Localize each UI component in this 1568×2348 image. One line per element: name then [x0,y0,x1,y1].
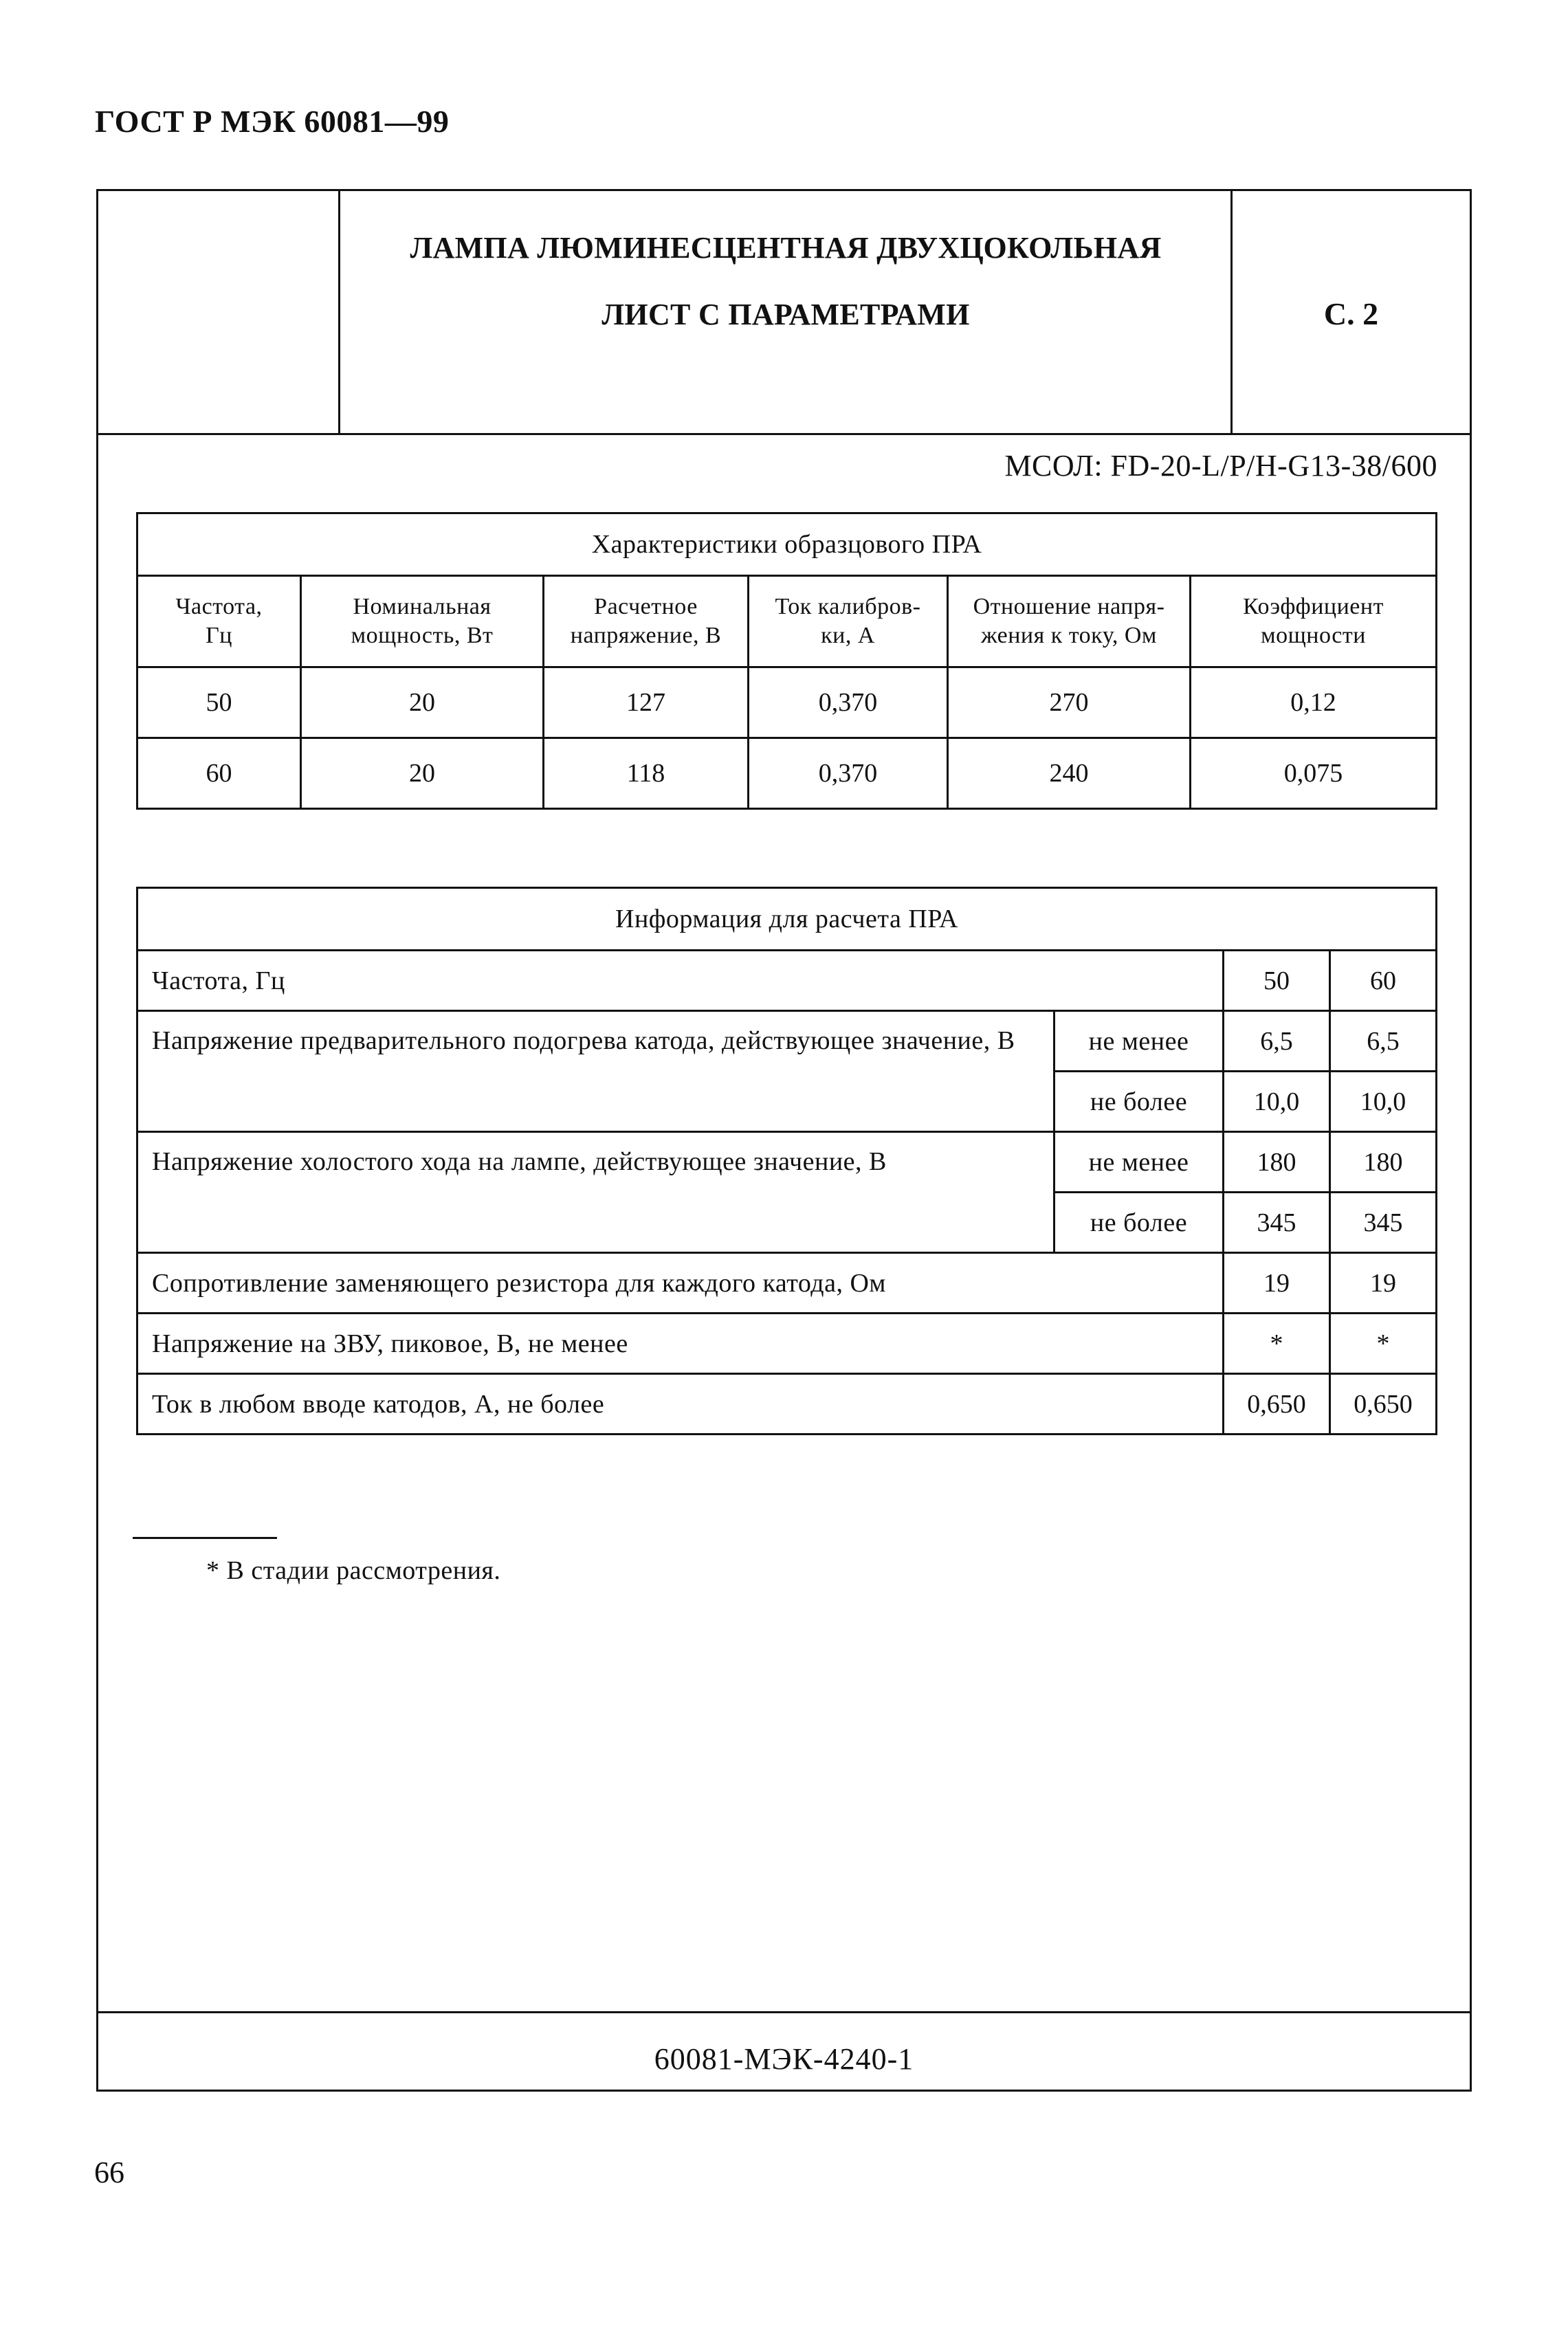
value-50hz: 0,650 [1224,1374,1330,1435]
sheet-number-rule [96,2011,1472,2013]
ballast-design-caption: Информация для расчета ПРА [137,888,1437,951]
value-50hz: 19 [1224,1253,1330,1314]
value-60hz: 19 [1330,1253,1437,1314]
preheat-voltage-label: Напряжение предварительного подогрева катода, действующее значение, В [137,1011,1054,1132]
cell-frequency: 50 [137,667,301,738]
reference-ballast-caption: Характеристики образцового ПРА [137,513,1437,576]
value-60hz: 345 [1330,1193,1437,1253]
starter-voltage-label: Напряжение на ЗВУ, пиковое, В, не менее [137,1314,1224,1374]
cell-calibration-current: 0,370 [749,738,948,809]
value-60hz: 0,650 [1330,1374,1437,1435]
limit-max-label: не более [1054,1072,1224,1132]
sheet-title-line2: ЛИСТ С ПАРАМЕТРАМИ [601,298,970,331]
table-row [137,738,1437,809]
table-row [137,1314,1437,1374]
column-header-rated-power: Номинальная мощность, Вт [301,576,544,667]
cell-calibration-current: 0,370 [749,667,948,738]
table-row [137,1011,1437,1072]
value-50hz: 345 [1224,1193,1330,1253]
ballast-design-table [136,887,1437,1435]
cathode-current-label: Ток в любом вводе катодов, А, не более [137,1374,1224,1435]
value-60hz: 180 [1330,1132,1437,1193]
cell-voltage-current-ratio: 270 [948,667,1191,738]
column-header-frequency: Частота, Гц [137,576,301,667]
column-header-design-voltage: Расчетное напряжение, В [544,576,749,667]
open-circuit-voltage-label: Напряжение холостого хода на лампе, действующее значение, В [137,1132,1054,1253]
lamp-designation: МСОЛ: FD-20-L/P/H-G13-38/600 [1004,449,1437,483]
value-60hz: 6,5 [1330,1011,1437,1072]
document-code: ГОСТ Р МЭК 60081—99 [95,104,450,139]
column-header-calibration-current: Ток калибров- ки, А [749,576,948,667]
value-60hz: 60 [1330,951,1437,1011]
cell-rated-power: 20 [301,667,544,738]
value-50hz: * [1224,1314,1330,1374]
sheet-title-line1: ЛАМПА ЛЮМИНЕСЦЕНТНАЯ ДВУХЦОКОЛЬНАЯ [410,231,1162,265]
page-reference: С. 2 [1323,296,1379,331]
value-60hz: 10,0 [1330,1072,1437,1132]
limit-max-label: не более [1054,1193,1224,1253]
column-header-voltage-current-ratio: Отношение напря- жения к току, Ом [948,576,1191,667]
footnote-rule [133,1537,277,1539]
substitute-resistor-label: Сопротивление заменяющего резистора для каждого катода, Ом [137,1253,1224,1314]
table-row [137,951,1437,1011]
cell-power-factor: 0,12 [1191,667,1437,738]
footnote: * В стадии рассмотрения. [206,1556,501,1585]
value-50hz: 10,0 [1224,1072,1330,1132]
cell-design-voltage: 118 [544,738,749,809]
cell-design-voltage: 127 [544,667,749,738]
column-header-power-factor: Коэффициент мощности [1191,576,1437,667]
page-number: 66 [94,2156,124,2189]
sheet-number: 60081-МЭК-4240-1 [654,2042,914,2076]
limit-min-label: не менее [1054,1132,1224,1193]
title-block-bottom-rule [96,433,1472,435]
table-row [137,1132,1437,1193]
value-50hz: 6,5 [1224,1011,1330,1072]
frequency-label: Частота, Гц [137,951,1224,1011]
table-row [137,667,1437,738]
cell-voltage-current-ratio: 240 [948,738,1191,809]
table-row [137,1374,1437,1435]
cell-power-factor: 0,075 [1191,738,1437,809]
limit-min-label: не менее [1054,1011,1224,1072]
table-row [137,1253,1437,1314]
value-60hz: * [1330,1314,1437,1374]
value-50hz: 50 [1224,951,1330,1011]
reference-ballast-table [136,512,1437,810]
cell-frequency: 60 [137,738,301,809]
cell-rated-power: 20 [301,738,544,809]
value-50hz: 180 [1224,1132,1330,1193]
